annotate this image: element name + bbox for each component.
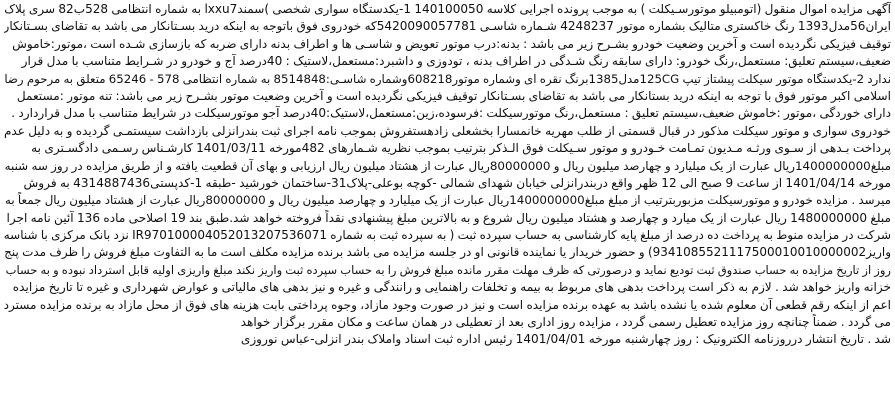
notice-line: واریز9341085521117500010010000002) و حضور خریدار یا نماینده قانونی او در جلسه مزایده می باشد برنده مزایده مکلف است ما به التفاوت مبلغ فروش را ظرف مدت پنج bbox=[4, 245, 891, 260]
notice-line: مبلغ1400000000ریال عبارت از یک میلیارد و چهارصد میلیون ریال و 80000000ریال عبارت از هشتاد میلیون ریال ارزیابی و بهای آن قطعیت یافته و از طریق مزایده در روز سه شنبه bbox=[4, 158, 891, 173]
notice-line: خودروی سواری و موتور سیکلت مذکور در قبال قسمتی از طلب مهریه خانمسارا بخشعلی زادهستفروش بموجب نامه اجرای ثبت بندرانزلی بازداشت سیستمـی گردیده و به دلیل عدم bbox=[4, 123, 891, 138]
notice-line: دارای خوردگی ،موتور :خاموش ضعیف،سیستم تعلیق : مستعمل،رنگ موتورسیکلت :فرسوده،زین:مستعمل،لاستیک:40درصد آجو موتورسیکلت در شرایط متناسب با مدل قراردارد . bbox=[11, 106, 891, 121]
notice-line: روز از تاریخ مزایده به حساب صندوق ثبت تودیع نماید و درصورتی که ظرف مهلت مقرر مانده مبلغ فروش را به حساب سپرده ثبت واریز نکند مبلغ واریزی اولیه قابل استرداد نبوده و به حساب bbox=[5, 262, 891, 277]
notice-line: ندارد 2-یکدستگاه موتور سیکلت پیشتاز تیپ 125CGمدل1385برنگ نقره ای وشماره موتور608218وشماره شاسـی:8514848 به شماره انتظامی 578 - 65246 متعلق به مرحوم رضا bbox=[4, 71, 891, 86]
notice-line: مورخه 1401/04/14 از ساعت 9 صبح الی 12 ظهر واقع دربندرانزلی خیابان شهدای شمالی -کوچه بوعلی-پلاک31-ساختمان خورشید -طبقه 1-کدپستی4314887436 به فروش bbox=[23, 175, 891, 190]
notice-line: شرکت در مزایده منوط به پرداخت ده درصد از مبلغ پایه کارشناسی به حساب سپرده ثبت ( به سپرده ثبت به شماره IR970100004052013207536071 نزد بانک مرکزی با شناسه bbox=[4, 228, 891, 243]
notice-line: اسلامی اکبر موتور فوق با توجه به اینکه درید بستانکار می باشد به تقاضای بسـتانکار توقیف فیزیکی نگردیده است و آخرین وضعیت موتور بشـرح زیر می باشد: تنه موتور :مستعمل bbox=[16, 88, 891, 103]
notice-line: می گردد . ضمناً چنانچه روز مزایده تعطیل رسمی گردد ، مزایده روز اداری بعد از تعطیلی در همان ساعت و مکان مقرر برگزار خواهد bbox=[240, 315, 891, 330]
notice-line: مبلغ 1480000000 ریال عبارت از یک میارد و چهارصد و هشتاد میلیون ریال شروع و به بالاترین مبلغ پیشنهادی نقداً فروخته خواهد شد.طبق بند 19 اصلاحی ماده 136 آئین نامه اجرا bbox=[6, 210, 891, 225]
notice-line: آگهی مزایده اموال منقول (اتومبیلو موتورسـیکلت ) به موجب پرونده اجرایی کلاسه 140100050 1-یکدستگاه سواری شخصی )سمندlxxu7 به شماره انتظامی 528ب82 سری پلاک bbox=[4, 2, 891, 16]
notice-line: شد . تاریخ انتشار درروزنامه الکترونیک : روز چهارشنبه مورخه 1401/04/01 رئیس اداره ثبت اسناد واملاک بندر انزلی-عباس نوروزی bbox=[240, 332, 891, 347]
auction-notice-text bbox=[4, 1, 891, 349]
notice-line: خزانه واریز خواهد شد . لازم به ذکر است پرداخت بدهی های مربوط به بیمه و تخلفات راهنمایی و رانندگی و غیره و نیز بدهی های مالیاتی و عوارض شهرداری و غیره تا تاریخ مزایده bbox=[12, 280, 891, 295]
notice-line: میرسد . مزایده خودرو و موتورسیکلت مزبوربترتیب از مبلغ مبلغ1400000000ریال عبارت از یک میلیارد و چهارصد میلیون ریال و 80000000ریال عبارت از هشتاد میلیون ریال جمعاً به bbox=[4, 193, 891, 208]
notice-line: ایران56مدل1393 رنگ خاکستری متالیک بشماره موتور 4248237 شـماره شاسـی 5420090057781که خودروی فوق باتوجه به اینکه درید بسـتانکار می باشد به تقاضای بسـتانکار bbox=[4, 19, 891, 34]
notice-line: اعم از اینکه رقم قطعی آن معلوم شده یا نشده باشد به عهده برنده مزایده است و نیز در صورت وجود مازاد، وجوه پرداختی بابت هزینه های فوق از محل مازاد به برنده مزایده مسترد bbox=[4, 297, 891, 312]
notice-line: توقیف فیزیکی نگردیده است و آخرین وضعیت خودرو بشـرح زیر می باشد : بدنه:درب موتور تعویض و شاسـی ها و اطراف بدنه دارای ضربه که بازسازی شـده است ،موتور:خاموش bbox=[12, 36, 891, 51]
notice-line: پرداخت بـدهی از سـوی ورثـه مـدیون تمـامت خـودرو و موتور سـیکلت فوق الـذکر بترتیب بموجب نظریه شـمارهای 482مورخه 1401/03/11 کارشـناس رسـمی دادگسـتری به bbox=[31, 141, 891, 156]
notice-line: ضعیف،سیستم تعلیق: مستعمل،رنگ خودرو: دارای سابقه رنگ شـدگی در اطراف بدنه ، تودوزی و داشبرد:مستعمل،لاستیک : 40درصد آج و خودرو در شـرایط متناسب با مدل قرار bbox=[21, 54, 891, 69]
